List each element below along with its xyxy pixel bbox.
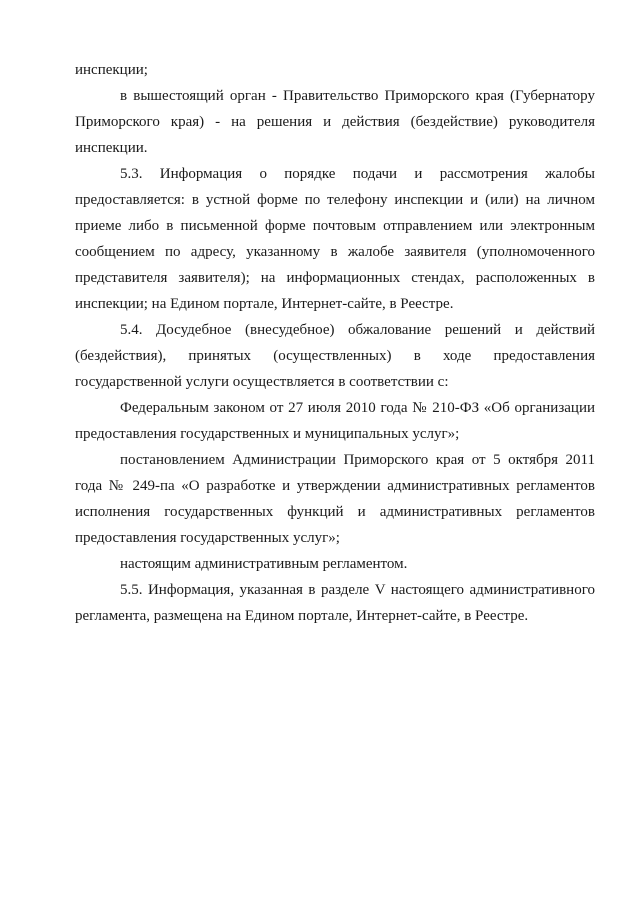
paragraph-5-5: 5.5. Информация, указанная в разделе V настоящего административного регламента, размещена на Едином портале, Интернет-сайте, в Реестре. [75,582,595,624]
paragraph-5-4: 5.4. Досудебное (внесудебное) обжалование решений и действий (бездействия), принятых (осуществленных) в ходе предоставления государственной услуги осуществляется в соответствии с: [75,322,595,390]
document-body [75,57,595,629]
paragraph-higher-authority: в вышестоящий орган - Правительство Приморского края (Губернатору Приморского края) - на решения и действия (бездействие) руководителя инспекции. [75,88,595,156]
paragraph-resolution: постановлением Администрации Приморского края от 5 октября 2011 года № 249-па «О разработке и утверждении административных регламентов исполнения государственных функций и административных регламентов предоставления государственных услуг»; [75,452,595,546]
paragraph-federal-law: Федеральным законом от 27 июля 2010 года № 210-ФЗ «Об организации предоставления государственных и муниципальных услуг»; [75,400,595,442]
paragraph-this-regulation: настоящим административным регламентом. [120,556,408,572]
paragraph-5-3: 5.3. Информация о порядке подачи и рассмотрения жалобы предоставляется: в устной форме по телефону инспекции и (или) на личном приеме либо в письменной форме почтовым отправлением или электронным сообщением по адресу, указанному в жалобе заявителя (уполномоченного представителя заявителя); на информационных стендах, расположенных в инспекции; на Едином портале, Интернет-сайте, в Реестре. [75,166,595,312]
paragraph-continuation: инспекции; [75,62,148,78]
